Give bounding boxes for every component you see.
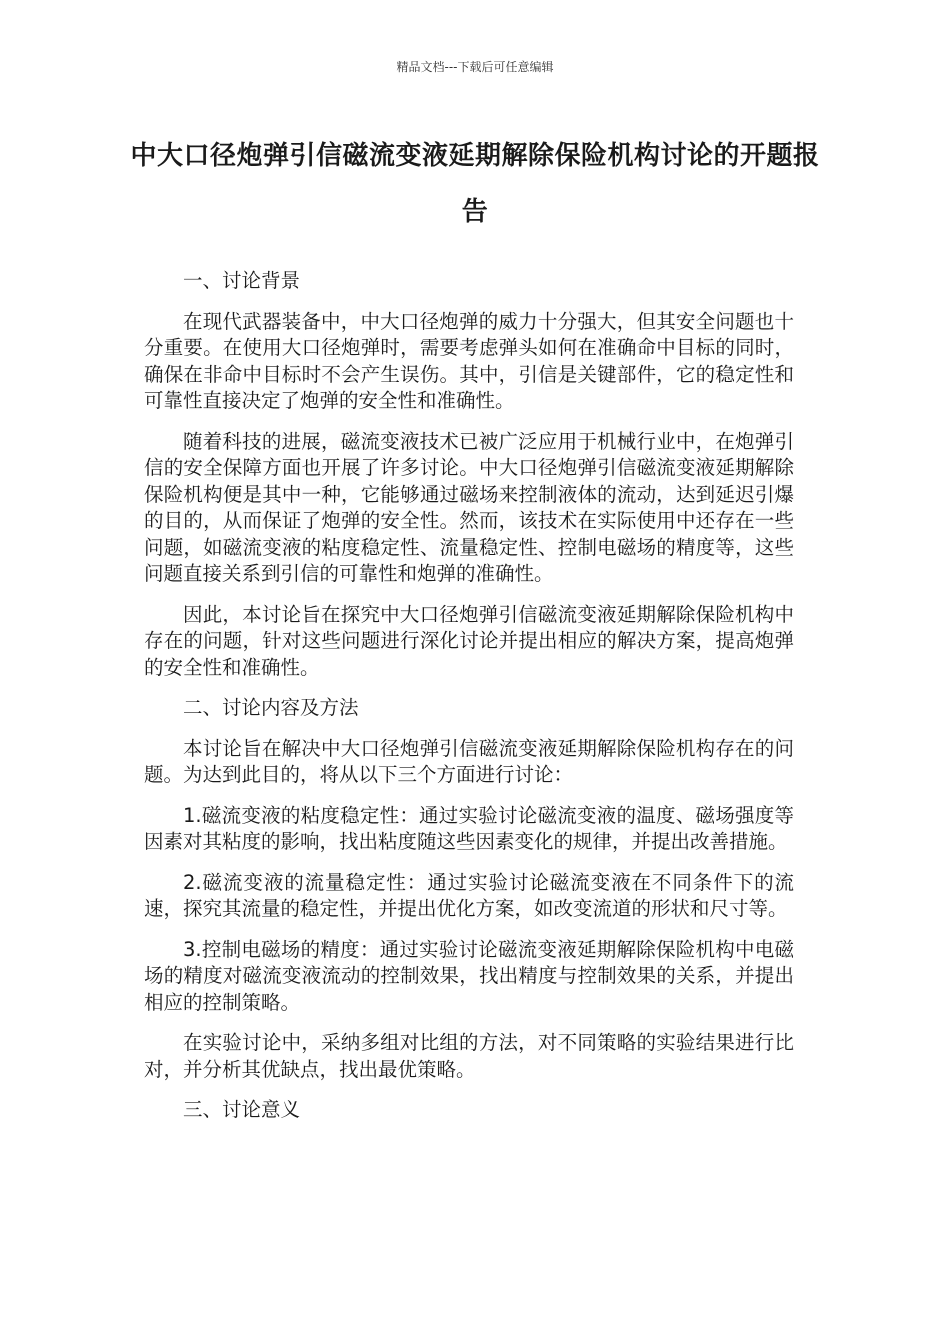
paragraph: 在现代武器装备中，中大口径炮弹的威力十分强大，但其安全问题也十分重要。在使用大口径炮弹时，需要考虑弹头如何在准确命中目标的同时，确保在非命中目标时不会产生误伤。其中，引信是关键部件，它的稳定性和可靠性直接决定了炮弹的安全性和准确性。 xyxy=(144,309,794,412)
section-heading-background: 一、讨论背景 xyxy=(183,269,301,292)
list-item: 1.磁流变液的粘度稳定性：通过实验讨论磁流变液的温度、磁场强度等因素对其粘度的影响，找出粘度随这些因素变化的规律，并提出改善措施。 xyxy=(144,803,794,853)
paragraph: 因此，本讨论旨在探究中大口径炮弹引信磁流变液延期解除保险机构中存在的问题，针对这些问题进行深化讨论并提出相应的解决方案，提高炮弹的安全性和准确性。 xyxy=(144,602,794,679)
document-body xyxy=(144,268,794,1138)
paragraph: 在实验讨论中，采纳多组对比组的方法，对不同策略的实验结果进行比对，并分析其优缺点，找出最优策略。 xyxy=(144,1031,794,1081)
list-item: 2.磁流变液的流量稳定性：通过实验讨论磁流变液在不同条件下的流速，探究其流量的稳定性，并提出优化方案，如改变流道的形状和尺寸等。 xyxy=(144,870,794,920)
list-item: 3.控制电磁场的精度：通过实验讨论磁流变液延期解除保险机构中电磁场的精度对磁流变液流动的控制效果，找出精度与控制效果的关系，并提出相应的控制策略。 xyxy=(144,937,794,1014)
document-title: 中大口径炮弹引信磁流变液延期解除保险机构讨论的开题报告 xyxy=(130,141,820,227)
section-heading-content-methods: 二、讨论内容及方法 xyxy=(183,696,359,719)
header-note: 精品文档---下载后可任意编辑 xyxy=(396,60,554,74)
paragraph: 本讨论旨在解决中大口径炮弹引信磁流变液延期解除保险机构存在的问题。为达到此目的，将从以下三个方面进行讨论： xyxy=(144,736,794,786)
paragraph: 随着科技的进展，磁流变液技术已被广泛应用于机械行业中，在炮弹引信的安全保障方面也开展了许多讨论。中大口径炮弹引信磁流变液延期解除保险机构便是其中一种，它能够通过磁场来控制液体的流动，达到延迟引爆的目的，从而保证了炮弹的安全性。然而，该技术在实际使用中还存在一些问题，如磁流变液的粘度稳定性、流量稳定性、控制电磁场的精度等，这些问题直接关系到引信的可靠性和炮弹的准确性。 xyxy=(144,429,794,585)
section-heading-significance: 三、讨论意义 xyxy=(183,1098,301,1121)
